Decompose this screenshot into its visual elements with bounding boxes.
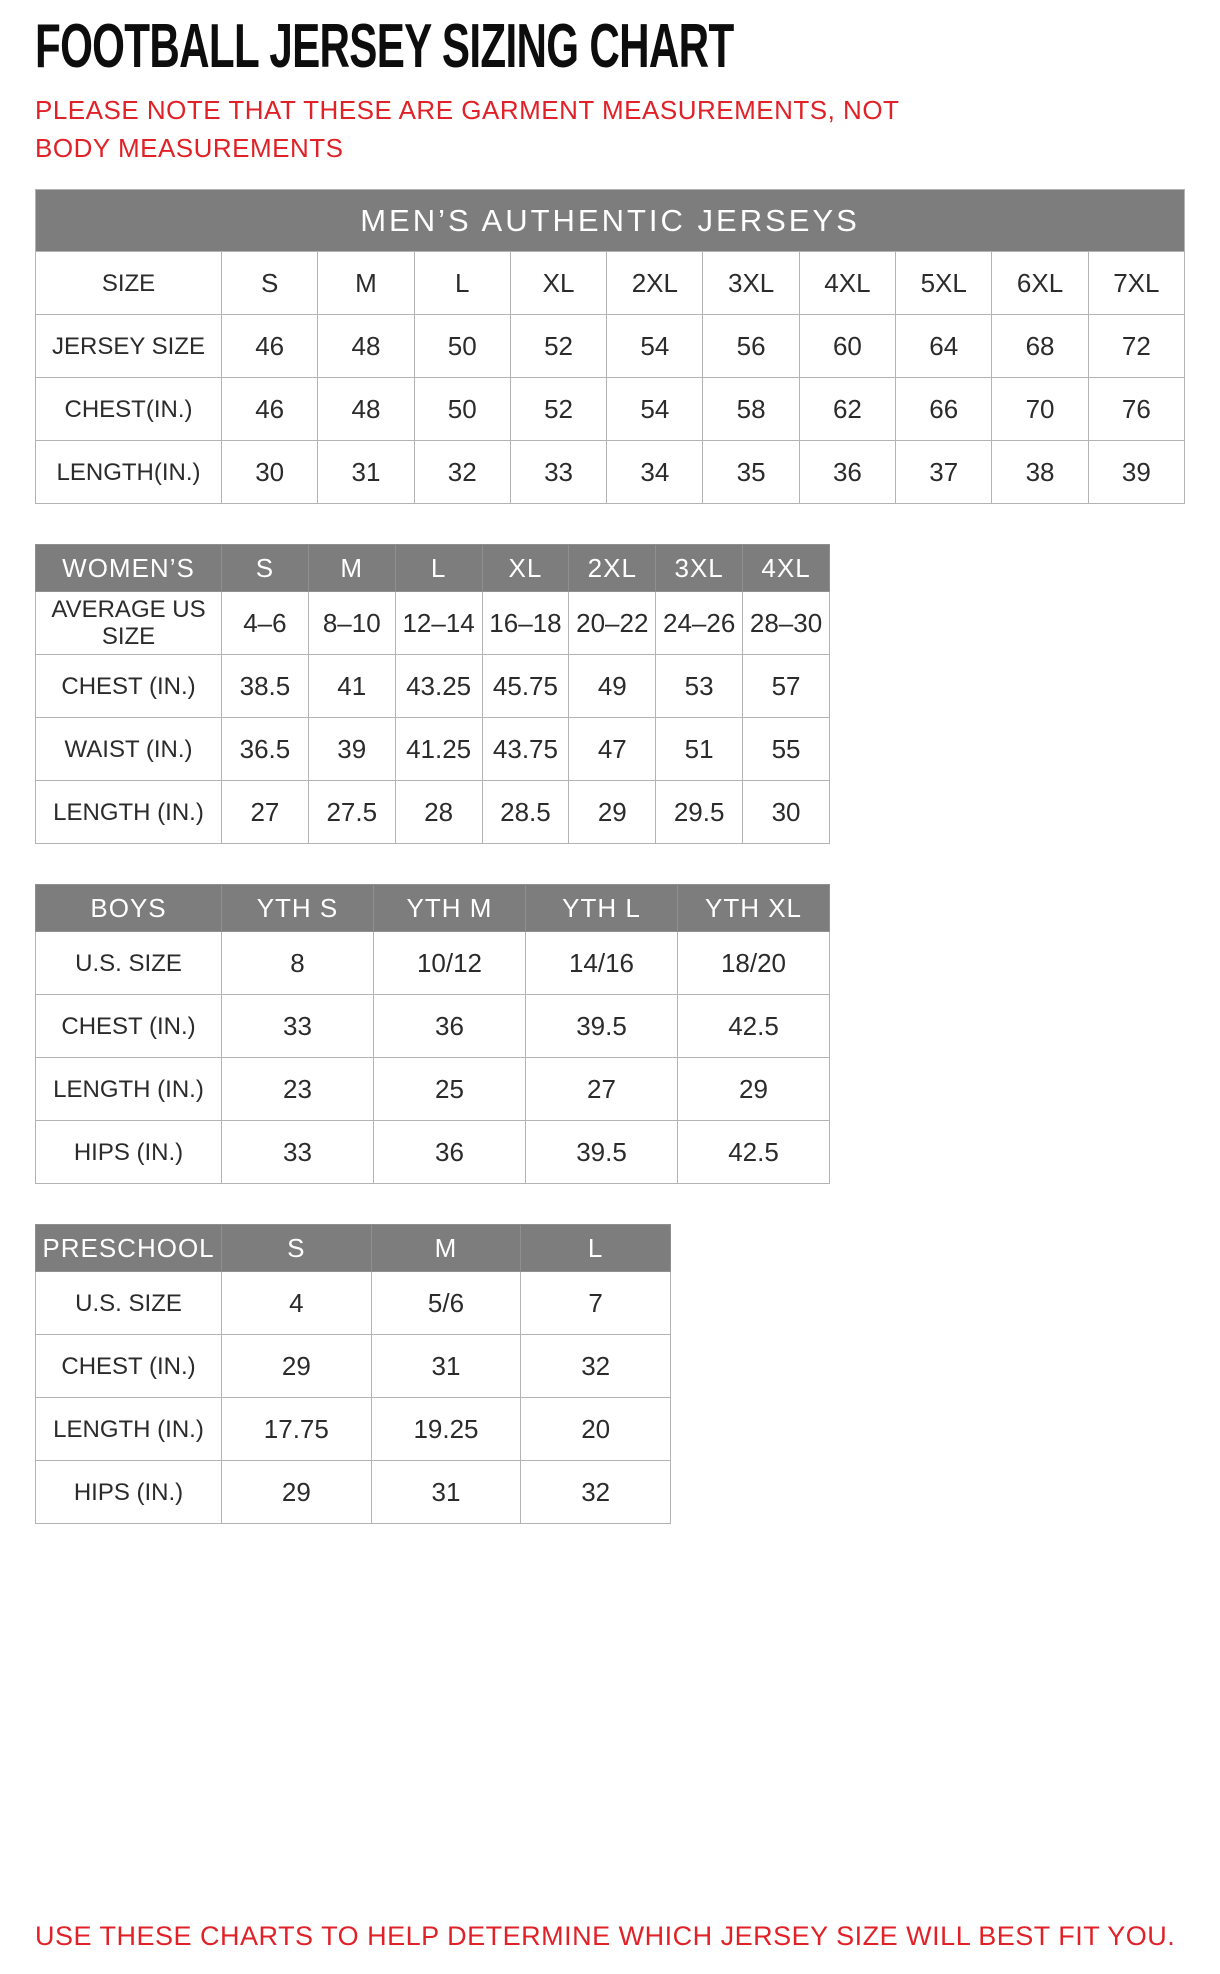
row-label: WAIST (IN.)	[36, 718, 222, 781]
mens-authentic-banner: MEN’S AUTHENTIC JERSEYS	[36, 190, 1185, 252]
value-cell: 62	[799, 378, 895, 441]
value-cell: 32	[521, 1335, 671, 1398]
table-row	[36, 1058, 830, 1121]
boys-header-row	[36, 885, 830, 932]
table-row	[36, 718, 830, 781]
value-cell: 32	[414, 441, 510, 504]
size-column-header: YTH M	[374, 885, 526, 932]
preschool-table	[35, 1224, 671, 1524]
value-cell: 33	[510, 441, 606, 504]
value-cell: S	[222, 252, 318, 315]
value-cell: 41.25	[395, 718, 482, 781]
value-cell: 68	[992, 315, 1088, 378]
value-cell: L	[414, 252, 510, 315]
size-column-header: YTH L	[526, 885, 678, 932]
preschool-header-row	[36, 1225, 671, 1272]
value-cell: 49	[569, 655, 656, 718]
value-cell: 72	[1088, 315, 1184, 378]
value-cell: 51	[656, 718, 743, 781]
row-label: HIPS (IN.)	[36, 1461, 222, 1524]
value-cell: 29	[569, 781, 656, 844]
table-row	[36, 655, 830, 718]
value-cell: 24–26	[656, 592, 743, 655]
value-cell: 38	[992, 441, 1088, 504]
table-row	[36, 252, 1185, 315]
value-cell: 56	[703, 315, 799, 378]
womens-header-label: WOMEN’S	[36, 545, 222, 592]
table-row	[36, 1335, 671, 1398]
value-cell: 27	[222, 781, 309, 844]
value-cell: 52	[510, 378, 606, 441]
value-cell: 31	[318, 441, 414, 504]
value-cell: 33	[222, 995, 374, 1058]
value-cell: 66	[896, 378, 992, 441]
value-cell: 29	[222, 1335, 372, 1398]
value-cell: 54	[607, 378, 703, 441]
value-cell: 18/20	[678, 932, 830, 995]
value-cell: 50	[414, 378, 510, 441]
value-cell: 46	[222, 315, 318, 378]
value-cell: 27	[526, 1058, 678, 1121]
table-row	[36, 441, 1185, 504]
value-cell: 45.75	[482, 655, 569, 718]
value-cell: 3XL	[703, 252, 799, 315]
value-cell: 14/16	[526, 932, 678, 995]
value-cell: 30	[222, 441, 318, 504]
table-row	[36, 1121, 830, 1184]
value-cell: 25	[374, 1058, 526, 1121]
value-cell: 5/6	[371, 1272, 521, 1335]
value-cell: 36	[799, 441, 895, 504]
value-cell: 52	[510, 315, 606, 378]
value-cell: 37	[896, 441, 992, 504]
row-label: CHEST (IN.)	[36, 655, 222, 718]
size-column-header: S	[222, 1225, 372, 1272]
garment-measurements-note: PLEASE NOTE THAT THESE ARE GARMENT MEASUREMENTS, NOT BODY MEASUREMENTS	[35, 95, 899, 163]
value-cell: 6XL	[992, 252, 1088, 315]
womens-header-row	[36, 545, 830, 592]
value-cell: 23	[222, 1058, 374, 1121]
size-column-header: S	[222, 545, 309, 592]
table-row	[36, 995, 830, 1058]
value-cell: 39	[308, 718, 395, 781]
value-cell: 47	[569, 718, 656, 781]
value-cell: 48	[318, 378, 414, 441]
value-cell: 28.5	[482, 781, 569, 844]
value-cell: 31	[371, 1335, 521, 1398]
preschool-header-label: PRESCHOOL	[36, 1225, 222, 1272]
value-cell: 29	[678, 1058, 830, 1121]
value-cell: 8	[222, 932, 374, 995]
boys-table	[35, 884, 830, 1184]
value-cell: 7	[521, 1272, 671, 1335]
value-cell: 54	[607, 315, 703, 378]
value-cell: 58	[703, 378, 799, 441]
row-label: LENGTH (IN.)	[36, 1058, 222, 1121]
value-cell: 34	[607, 441, 703, 504]
table-row	[36, 1461, 671, 1524]
value-cell: 46	[222, 378, 318, 441]
value-cell: 19.25	[371, 1398, 521, 1461]
value-cell: 31	[371, 1461, 521, 1524]
page-title: FOOTBALL JERSEY SIZING CHART	[35, 12, 734, 81]
row-label: U.S. SIZE	[36, 1272, 222, 1335]
value-cell: 39	[1088, 441, 1184, 504]
value-cell: 57	[743, 655, 830, 718]
value-cell: 30	[743, 781, 830, 844]
value-cell: 4XL	[799, 252, 895, 315]
value-cell: 42.5	[678, 1121, 830, 1184]
value-cell: M	[318, 252, 414, 315]
table-row	[36, 932, 830, 995]
size-column-header: M	[371, 1225, 521, 1272]
value-cell: 36.5	[222, 718, 309, 781]
value-cell: 16–18	[482, 592, 569, 655]
table-row	[36, 1398, 671, 1461]
row-label: AVERAGE US SIZE	[36, 592, 222, 655]
value-cell: 41	[308, 655, 395, 718]
value-cell: 55	[743, 718, 830, 781]
table-row	[36, 378, 1185, 441]
value-cell: 48	[318, 315, 414, 378]
row-label: CHEST (IN.)	[36, 995, 222, 1058]
value-cell: 28–30	[743, 592, 830, 655]
value-cell: 4–6	[222, 592, 309, 655]
value-cell: 20	[521, 1398, 671, 1461]
value-cell: 42.5	[678, 995, 830, 1058]
value-cell: 64	[896, 315, 992, 378]
row-label: CHEST(IN.)	[36, 378, 222, 441]
row-label: U.S. SIZE	[36, 932, 222, 995]
value-cell: 50	[414, 315, 510, 378]
table-row	[36, 592, 830, 655]
value-cell: 32	[521, 1461, 671, 1524]
value-cell: 7XL	[1088, 252, 1184, 315]
value-cell: 8–10	[308, 592, 395, 655]
value-cell: 76	[1088, 378, 1184, 441]
value-cell: 28	[395, 781, 482, 844]
value-cell: 20–22	[569, 592, 656, 655]
value-cell: 43.75	[482, 718, 569, 781]
row-label: LENGTH (IN.)	[36, 781, 222, 844]
size-column-header: L	[521, 1225, 671, 1272]
size-column-header: YTH XL	[678, 885, 830, 932]
boys-header-label: BOYS	[36, 885, 222, 932]
value-cell: 5XL	[896, 252, 992, 315]
table-row	[36, 1272, 671, 1335]
value-cell: 10/12	[374, 932, 526, 995]
value-cell: 43.25	[395, 655, 482, 718]
size-column-header: 4XL	[743, 545, 830, 592]
value-cell: 70	[992, 378, 1088, 441]
size-column-header: YTH S	[222, 885, 374, 932]
value-cell: 39.5	[526, 995, 678, 1058]
row-label: LENGTH(IN.)	[36, 441, 222, 504]
value-cell: 36	[374, 995, 526, 1058]
womens-table	[35, 544, 830, 844]
value-cell: 53	[656, 655, 743, 718]
size-column-header: XL	[482, 545, 569, 592]
value-cell: 29	[222, 1461, 372, 1524]
size-column-header: 2XL	[569, 545, 656, 592]
sizing-tables-container	[35, 189, 1185, 1564]
row-label: HIPS (IN.)	[36, 1121, 222, 1184]
value-cell: 27.5	[308, 781, 395, 844]
size-column-header: 3XL	[656, 545, 743, 592]
value-cell: 4	[222, 1272, 372, 1335]
value-cell: XL	[510, 252, 606, 315]
value-cell: 17.75	[222, 1398, 372, 1461]
value-cell: 2XL	[607, 252, 703, 315]
value-cell: 35	[703, 441, 799, 504]
table-row	[36, 315, 1185, 378]
size-column-header: M	[308, 545, 395, 592]
value-cell: 33	[222, 1121, 374, 1184]
row-label: CHEST (IN.)	[36, 1335, 222, 1398]
value-cell: 36	[374, 1121, 526, 1184]
table-row	[36, 781, 830, 844]
value-cell: 38.5	[222, 655, 309, 718]
value-cell: 39.5	[526, 1121, 678, 1184]
value-cell: 12–14	[395, 592, 482, 655]
row-label: LENGTH (IN.)	[36, 1398, 222, 1461]
footer-text: USE THESE CHARTS TO HELP DETERMINE WHICH JERSEY SIZE WILL BEST FIT YOU.	[35, 1921, 1176, 1951]
value-cell: 60	[799, 315, 895, 378]
row-label: SIZE	[36, 252, 222, 315]
value-cell: 29.5	[656, 781, 743, 844]
row-label: JERSEY SIZE	[36, 315, 222, 378]
size-column-header: L	[395, 545, 482, 592]
mens-authentic-table	[35, 189, 1185, 504]
